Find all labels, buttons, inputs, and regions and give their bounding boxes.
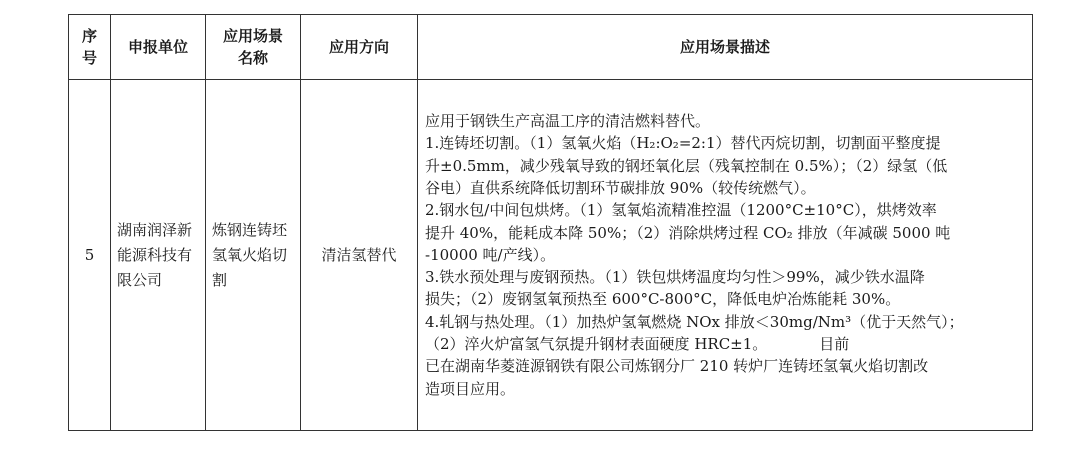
header-unit: 申报单位 bbox=[111, 15, 206, 80]
desc-line: 提升 40%，能耗成本降 50%；（2）消除烘烤过程 CO₂ 排放（年减碳 5000 吨 bbox=[425, 223, 951, 242]
cell-scene-name: 炼钢连铸坯氢氧火焰切割 bbox=[206, 80, 301, 431]
cell-direction: 清洁氢替代 bbox=[301, 80, 418, 431]
scenario-table bbox=[68, 14, 1033, 431]
desc-line: 1.连铸坯切割。（1）氢氧火焰（H₂:O₂=2:1）替代丙烷切割，切割面平整度提 bbox=[425, 134, 941, 153]
desc-line: 谷电）直供系统降低切割环节碳排放 90%（较传统燃气）。 bbox=[425, 178, 816, 197]
table-row bbox=[69, 80, 1033, 431]
header-scene-name-line2: 名称 bbox=[237, 49, 268, 67]
desc-line: -10000 吨/产线）。 bbox=[425, 245, 556, 264]
cell-description bbox=[418, 80, 1033, 431]
header-scene-name-line1: 应用场景 bbox=[222, 27, 283, 45]
cell-seq: 5 bbox=[69, 80, 111, 431]
table-header-row bbox=[69, 15, 1033, 80]
header-seq-line1: 序 bbox=[81, 27, 97, 45]
desc-line: 2.钢水包/中间包烘烤。（1）氢氧焰流精准控温（1200°C±10°C），烘烤效率 bbox=[425, 201, 937, 220]
desc-line: 应用于钢铁生产高温工序的清洁燃料替代。 bbox=[425, 112, 711, 131]
cell-unit: 湖南润泽新能源科技有限公司 bbox=[111, 80, 206, 431]
header-seq bbox=[69, 15, 111, 80]
desc-line: 3.铁水预处理与废钢预热。（1）铁包烘烤温度均匀性＞99%，减少铁水温降 bbox=[425, 268, 925, 287]
desc-line: 损失；（2）废钢氢氧预热至 600°C-800°C，降低电炉冶炼能耗 30%。 bbox=[425, 290, 901, 309]
header-direction: 应用方向 bbox=[301, 15, 418, 80]
header-scene-name bbox=[206, 15, 301, 80]
desc-line: 升±0.5mm，减少残氧导致的钢坯氧化层（残氧控制在 0.5%）；（2）绿氢（低 bbox=[425, 156, 948, 175]
header-description: 应用场景描述 bbox=[418, 15, 1033, 80]
header-seq-line2: 号 bbox=[81, 49, 97, 67]
desc-line-part: （2）淬火炉富氢气氛提升钢材表面硬度 HRC±1。 bbox=[425, 335, 768, 354]
desc-line: 4.轧钢与热处理。（1）加热炉氢氧燃烧 NOx 排放＜30mg/Nm³（优于天然气）； bbox=[425, 312, 964, 331]
desc-line bbox=[425, 333, 1022, 355]
desc-line: 已在湖南华菱涟源钢铁有限公司炼钢分厂 210 转炉厂连铸坯氢氧火焰切割改 bbox=[425, 357, 929, 376]
desc-line: 造项目应用。 bbox=[425, 379, 516, 398]
desc-line-part: 目前 bbox=[819, 335, 850, 354]
